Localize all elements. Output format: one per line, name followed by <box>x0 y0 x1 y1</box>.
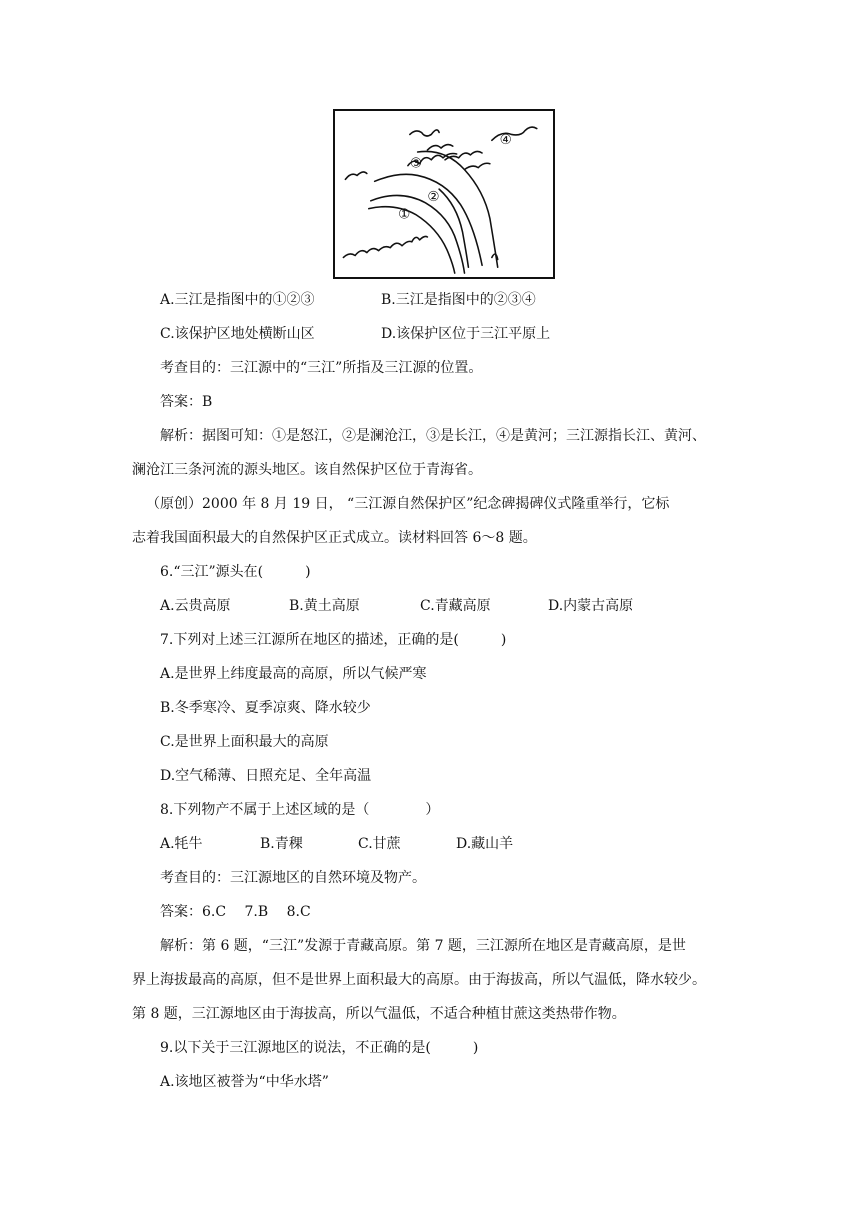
q68-analysis-line-1: 解析：第 6 题，“三江”发源于青藏高原。第 7 题，三江源所在地区是青藏高原，是世 <box>160 938 686 954</box>
q8-option-d: D.藏山羊 <box>456 836 514 852</box>
material-line-1: （原创）2000 年 8 月 19 日， “三江源自然保护区”纪念碑揭碑仪式隆重举行，它标 <box>146 496 670 512</box>
q7-stem: 7.下列对上述三江源所在地区的描述，正确的是( ) <box>160 632 507 648</box>
q5-analysis-line-1: 解析：据图可知：①是怒江，②是澜沧江，③是长江，④是黄河；三江源指长江、黄河、 <box>160 428 706 444</box>
q5-option-c: C.该保护区地处横断山区 <box>160 326 315 342</box>
q6-option-b: B.黄土高原 <box>289 598 360 614</box>
q7-option-a: A.是世界上纬度最高的高原，所以气候严寒 <box>160 666 427 682</box>
q6-stem: 6.“三江”源头在( ) <box>160 564 311 580</box>
q9-option-a: A.该地区被誉为“中华水塔” <box>160 1074 329 1090</box>
q6-option-a: A.云贵高原 <box>160 598 231 614</box>
q5-answer: 答案：B <box>160 394 213 410</box>
rivers-map-drawing <box>335 111 553 277</box>
q68-analysis-line-2: 界上海拔最高的高原，但不是世界上面积最大的高原。由于海拔高，所以气温低，降水较少。 <box>132 972 706 988</box>
q5-option-a: A.三江是指图中的①②③ <box>160 292 315 308</box>
q8-option-b: B.青稞 <box>260 836 303 852</box>
q68-answer: 答案：6.C 7.B 8.C <box>160 904 311 920</box>
q8-option-a: A.牦牛 <box>160 836 203 852</box>
q7-option-c: C.是世界上面积最大的高原 <box>160 734 329 750</box>
marker-4: ④ <box>499 132 512 149</box>
rivers-map-figure <box>333 109 555 279</box>
marker-3: ③ <box>409 155 423 172</box>
q6-option-d: D.内蒙古高原 <box>548 598 634 614</box>
q7-option-b: B.冬季寒冷、夏季凉爽、降水较少 <box>160 700 371 716</box>
q68-purpose: 考查目的：三江源地区的自然环境及物产。 <box>160 870 426 886</box>
q5-purpose: 考查目的：三江源中的“三江”所指及三江源的位置。 <box>160 360 483 376</box>
marker-2: ② <box>427 188 440 205</box>
q8-stem: 8.下列物产不属于上述区域的是（ ） <box>160 802 440 818</box>
q5-analysis-line-2: 澜沧江三条河流的源头地区。该自然保护区位于青海省。 <box>132 462 482 478</box>
material-line-2: 志着我国面积最大的自然保护区正式成立。读材料回答 6～8 题。 <box>132 530 537 546</box>
marker-1: ① <box>398 206 411 223</box>
q9-stem: 9.以下关于三江源地区的说法，不正确的是( ) <box>160 1040 479 1056</box>
q7-option-d: D.空气稀薄、日照充足、全年高温 <box>160 768 372 784</box>
q5-option-d: D.该保护区位于三江平原上 <box>381 326 551 342</box>
q5-option-b: B.三江是指图中的②③④ <box>381 292 536 308</box>
q68-analysis-line-3: 第 8 题，三江源地区由于海拔高，所以气温低，不适合种植甘蔗这类热带作物。 <box>132 1006 626 1022</box>
q6-option-c: C.青藏高原 <box>420 598 491 614</box>
q8-option-c: C.甘蔗 <box>358 836 401 852</box>
